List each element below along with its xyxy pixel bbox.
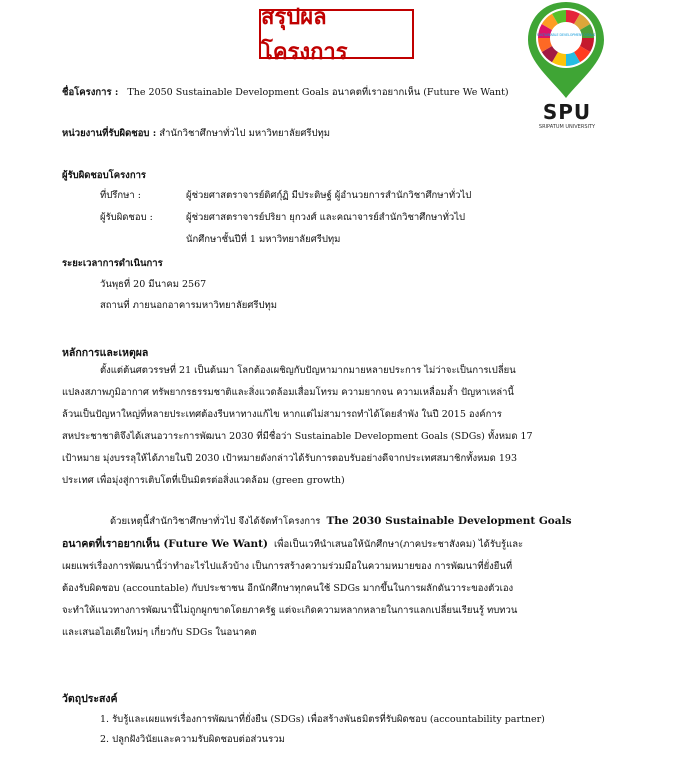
rationale-paragraph-1: ตั้งแต่ต้นศตวรรษที่ 21 เป็นต้นมา โลกต้องเผชิญกับปัญหามากมายหลายประการ ไม่ว่าจะเป็นการเปลี่ยน แปลงสภาพภูมิอากาศ ทรัพยากรธรรมชาติและสิ่งแวดล้อมเสื่อมโทรม ความยากจน ความเหลื่อมล้ำ ปัญหาเหล่านี้ ล้วนเป็นปัญหาใหญ่ที่หลายประเทศต้องรีบหาทางแก้ไข หากแต่ไม่สามารถทำได้โดยลำพัง ในปี 2015 องค์การ สหประชาชาติจึงได้เสนอวาระการพัฒนา 2030 ที่มีชื่อว่า Sustainable Development Goals (SDGs) ทั้งหมด 17 เป้าหมาย มุ่งบรรลุให้ได้ภายในปี 2030 เป้าหมายดังกล่าวได้รับการตอบรับอย่างดีจากประเทศสมาชิกทั้งหมด 193 ประเทศ เพื่อมุ่งสู่การเติบโตที่เป็นมิตรต่อสิ่งแวดล้อม (green growth) (62, 365, 533, 486)
list-item: 1. รับรู้และเผยแพร่เรื่องการพัฒนาที่ยั่งยืน (SDGs) เพื่อสร้างพันธมิตรที่รับผิดชอบ (accountability partner) (100, 714, 545, 725)
responsible-heading: ผู้รับผิดชอบโครงการ (62, 170, 147, 181)
list-item: 2. ปลูกฝังวินัยและความรับผิดชอบต่อส่วนรวม (100, 734, 285, 745)
rationale-paragraph-2: ด้วยเหตุนี้สำนักวิชาศึกษาทั่วไป จึงได้จัดทำโครงการ The 2030 Sustainable Development Goals อนาคตที่เราอยากเห็น (Future We Want) เพื่อเป็นเวทีนำเสนอให้นักศึกษา(ภาคประชาสังคม) ได้รับรู้และ เผยแพร่เรื่องการพัฒนานี้ว่าทำอะไรไปแล้วบ้าง เป็นการสร้างความร่วมมือในความหมายของ การพัฒนาที่ยั่งยืนที่ ต้องรับผิดชอบ (accountable) กับประชาชน อีกนักศึกษาทุกคนใช้ SDGs มากขึ้นในการผลักดันวาระของตัวเอง จะทำให้แนวทางการพัฒนานี้ไม่ถูกผูกขาดโดยภาครัฐ แต่จะเกิดความหลากหลายในการแลกเปลี่ยนเรียนรู้ ทบทวน และเสนอไอเดียใหม่ๆ เกี่ยวกับ SDGs ในอนาคต (62, 515, 572, 638)
logo-wordmark: SPU (542, 100, 592, 124)
page-title: สรุปผลโครงการ (259, 9, 414, 59)
responsible-unit-row (62, 128, 330, 140)
project-name-value: The 2050 Sustainable Development Goals อนาคตที่เราอยากเห็น (Future We Want) (127, 87, 509, 98)
students-value: นักศึกษาชั้นปีที่ 1 มหาวิทยาลัยศรีปทุม (186, 234, 341, 245)
advisor-value: ผู้ช่วยศาสตราจารย์ดิศกุ์ฏิ มีประดิษฐ์ ผู้อำนวยการสำนักวิชาศึกษาทั่วไป (186, 190, 472, 201)
objectives-list (100, 710, 545, 750)
schedule-place: สถานที่ ภายนอกอาคารมหาวิทยาลัยศรีปทุม (100, 300, 278, 311)
owner-label: ผู้รับผิดชอบ : (100, 212, 153, 223)
svg-text:SUSTAINABLE DEVELOPMENT GOALS: SUSTAINABLE DEVELOPMENT GOALS (536, 33, 596, 37)
schedule-date: วันพุธที่ 20 มีนาคม 2567 (100, 279, 207, 290)
project-name-label: ชื่อโครงการ : (62, 87, 119, 98)
advisor-label: ที่ปรึกษา : (100, 190, 141, 201)
logo-subtitle: SRIPATUM UNIVERSITY (538, 124, 596, 130)
responsible-unit-value: สำนักวิชาศึกษาทั่วไป มหาวิทยาลัยศรีปทุม (159, 128, 331, 139)
owner-value: ผู้ช่วยศาสตราจารย์ปริยา ยุกวงศ์ และคณาจารย์สำนักวิชาศึกษาทั่วไป (186, 212, 466, 223)
responsible-unit-label: หน่วยงานที่รับผิดชอบ : (62, 128, 157, 139)
objectives-heading: วัตถุประสงค์ (62, 693, 118, 705)
project-name-row (62, 87, 509, 99)
schedule-heading: ระยะเวลาการดำเนินการ (62, 258, 163, 269)
rationale-heading: หลักการและเหตุผล (62, 347, 149, 359)
